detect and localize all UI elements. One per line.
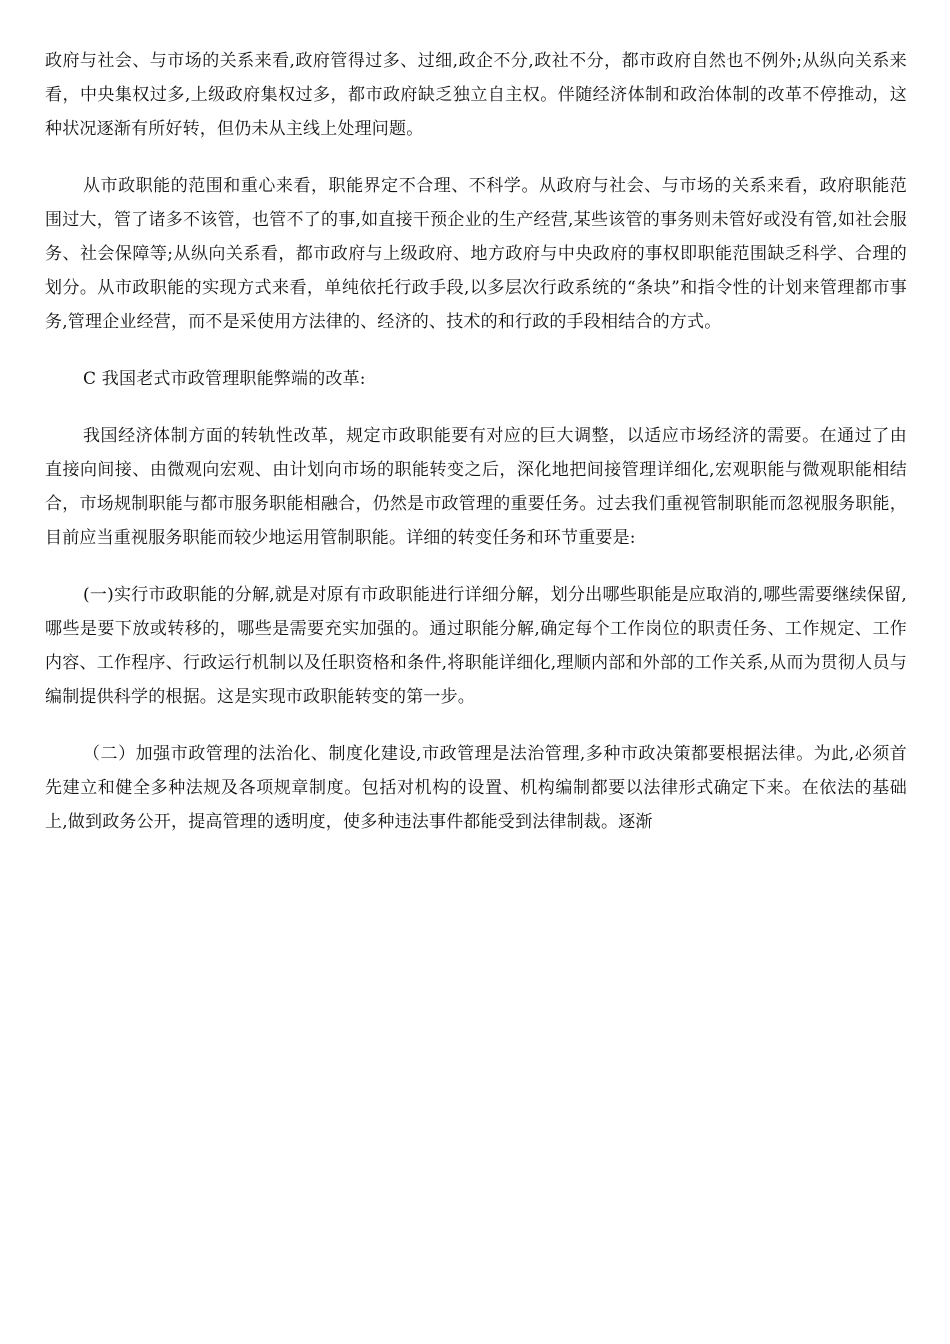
section-heading-c: C 我国老式市政管理职能弊端的改革:	[83, 369, 366, 389]
paragraph-item-two: （二）加强市政管理的法治化、制度化建设,市政管理是法治管理,多种市政决策都要根据法律。为此,必须首先建立和健全多种法规及各项规章制度。包括对机构的设置、机构编制都要以法律形式确定下来。在依法的基础上,做到政务公开，提高管理的透明度，使多种违法事件都能受到法律制裁。逐渐	[45, 744, 907, 832]
paragraph-continuation: 政府与社会、与市场的关系来看,政府管得过多、过细,政企不分,政社不分，都市政府自然也不例外;从纵向关系来看，中央集权过多,上级政府集权过多，都市政府缺乏独立自主权。伴随经济体制和政治体制的改革不停推动，这种状况逐渐有所好转，但仍未从主线上处理问题。	[45, 51, 907, 139]
paragraph-scope-of-functions: 从市政职能的范围和重心来看，职能界定不合理、不科学。从政府与社会、与市场的关系来看，政府职能范围过大，管了诸多不该管，也管不了的事,如直接干预企业的生产经营,某些该管的事务则未管好或没有管,如社会服务、社会保障等;从纵向关系看，都市政府与上级政府、地方政府与中央政府的事权即职能范围缺乏科学、合理的划分。从市政职能的实现方式来看，单纯依托行政手段,以多层次行政系统的“条块”和指令性的计划来管理都市事务,管理企业经营，而不是采使用方法律的、经济的、技术的和行政的手段相结合的方式。	[45, 176, 907, 332]
paragraph-reform-intro: 我国经济体制方面的转轨性改革，规定市政职能要有对应的巨大调整，以适应市场经济的需要。在通过了由直接向间接、由微观向宏观、由计划向市场的职能转变之后，深化地把间接管理详细化,宏观职能与微观职能相结合，市场规制职能与都市服务职能相融合，仍然是市政管理的重要任务。过去我们重视管制职能而忽视服务职能，目前应当重视服务职能而较少地运用管制职能。详细的转变任务和环节重要是:	[45, 426, 907, 548]
paragraph-item-one: (一)实行市政职能的分解,就是对原有市政职能进行详细分解，划分出哪些职能是应取消的,哪些需要继续保留,哪些是要下放或转移的，哪些是需要充实加强的。通过职能分解,确定每个工作岗位的职责任务、工作规定、工作内容、工作程序、行政运行机制以及任职资格和条件,将职能详细化,理顺内部和外部的工作关系,从而为贯彻人员与编制提供科学的根据。这是实现市政职能转变的第一步。	[45, 585, 907, 707]
document-page	[45, 44, 907, 839]
